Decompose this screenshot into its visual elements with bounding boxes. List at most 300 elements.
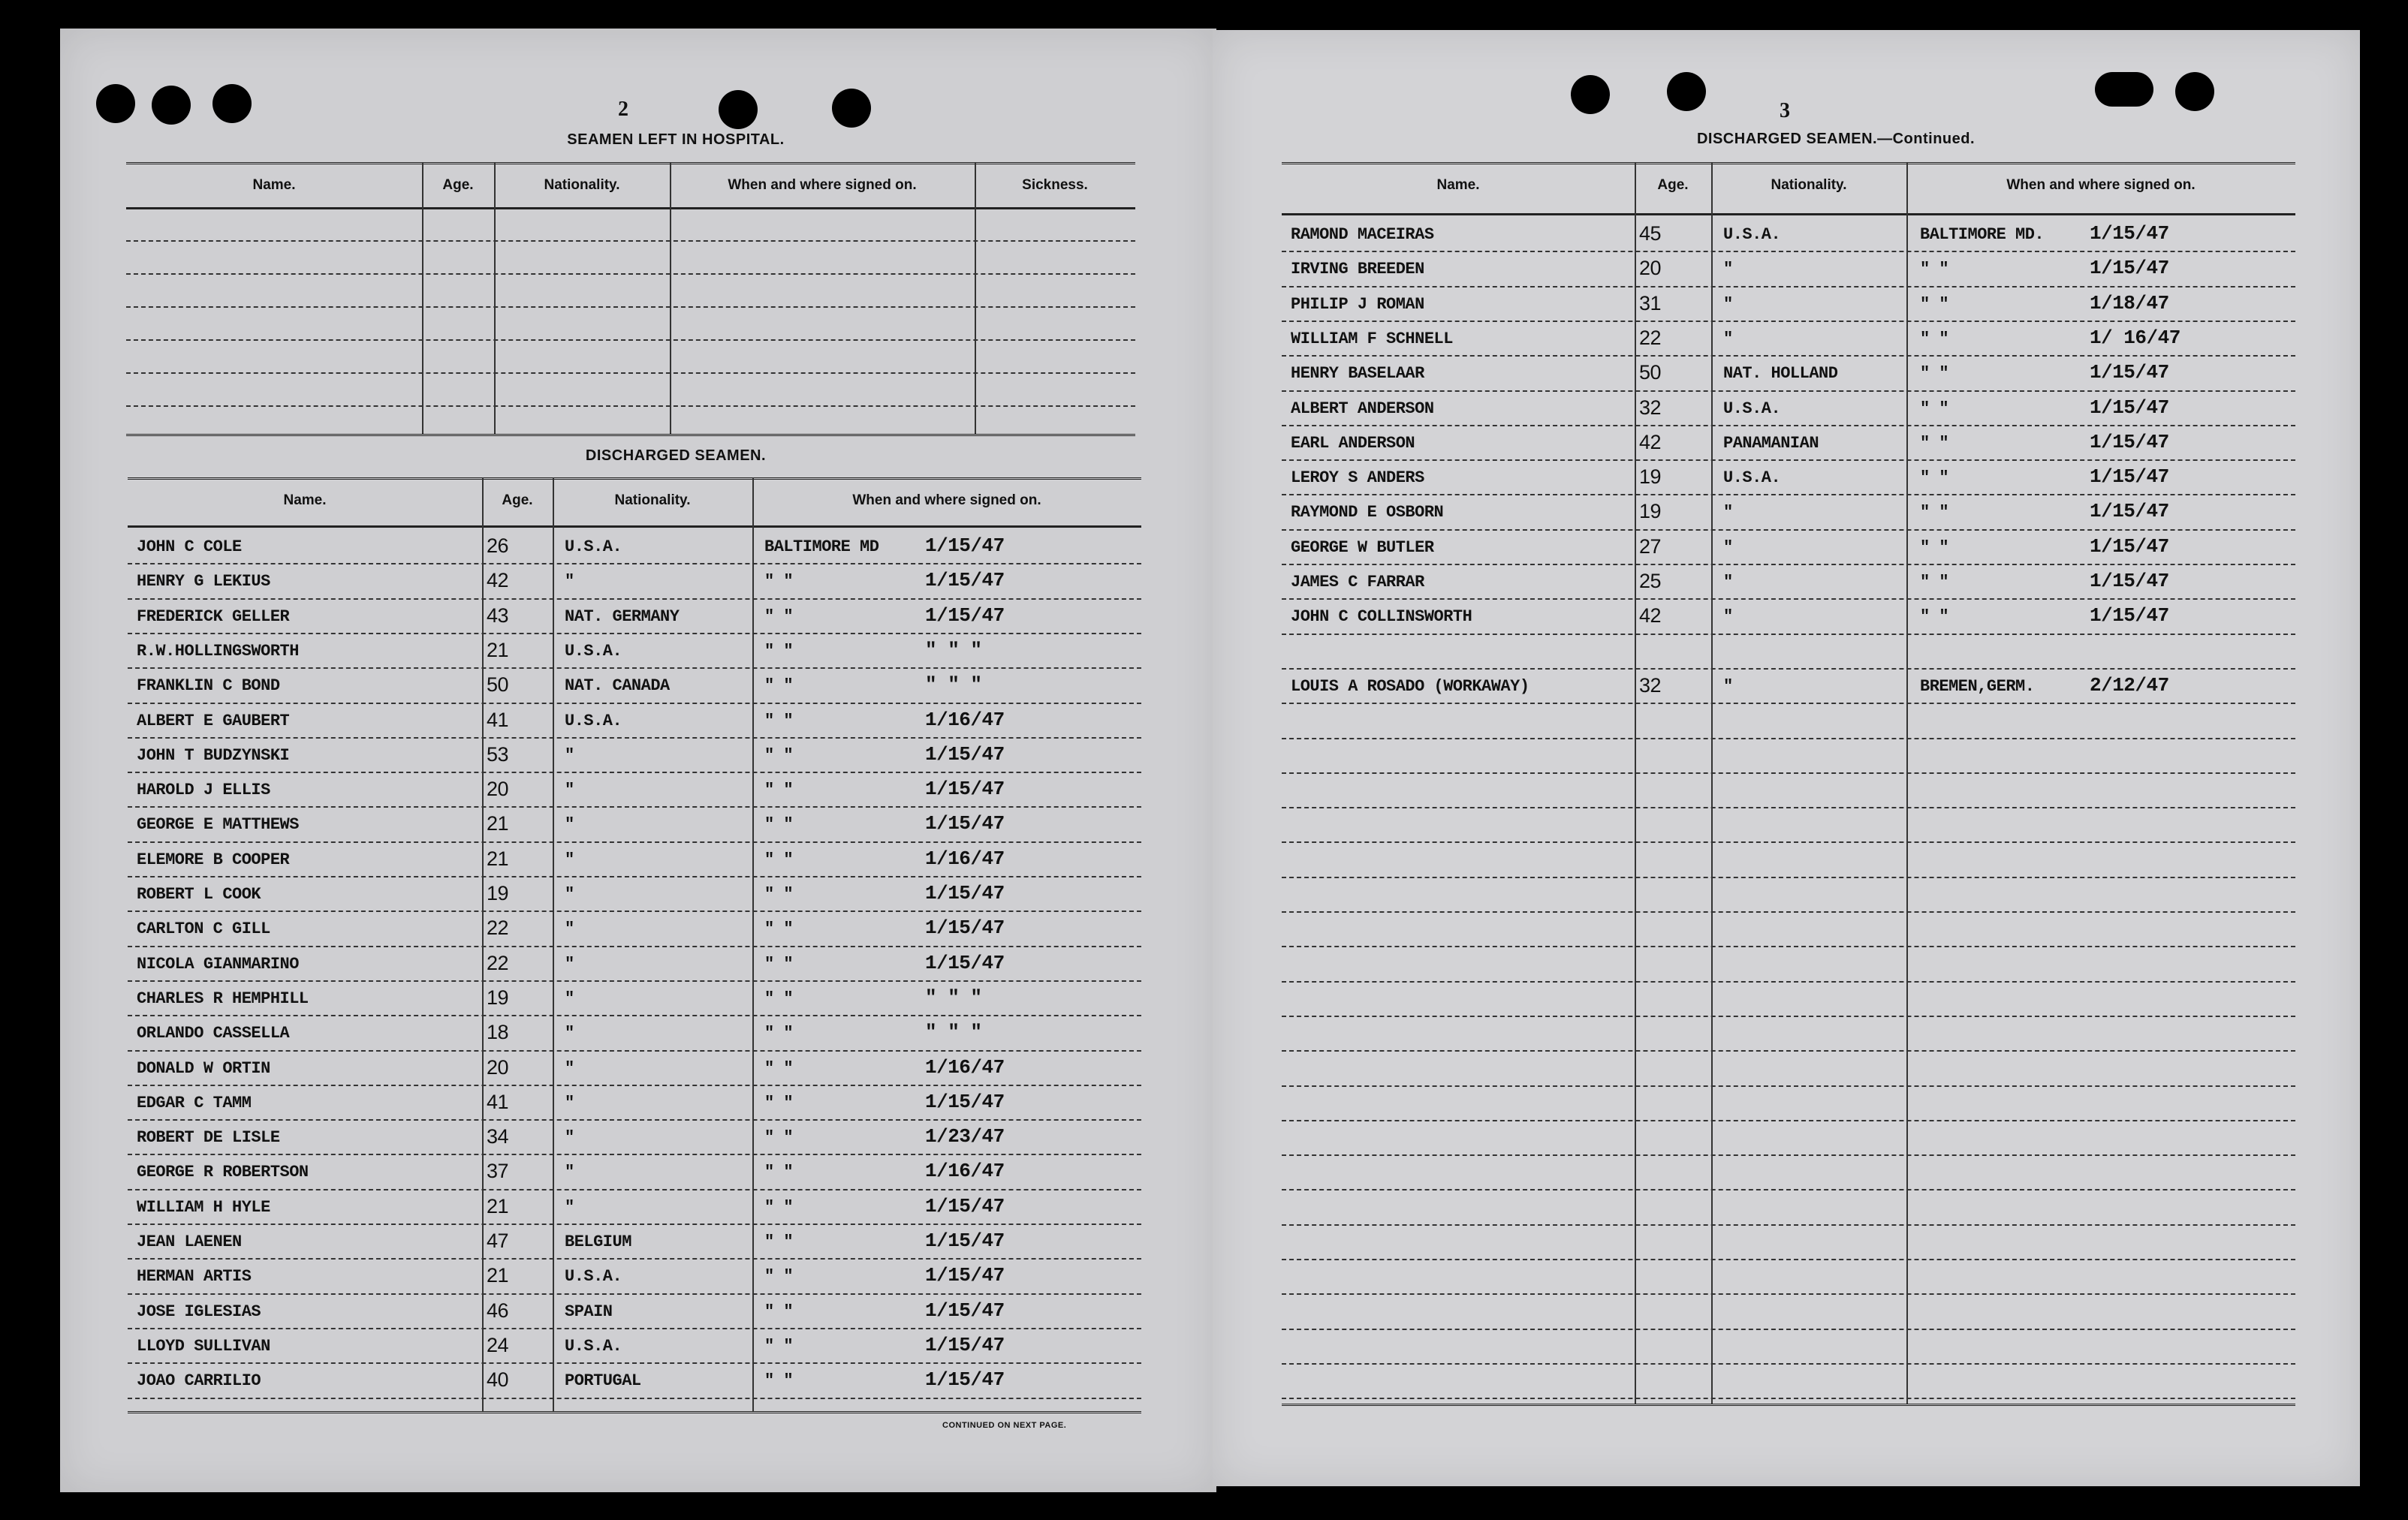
seaman-age: 43: [487, 603, 509, 627]
row-dots: [128, 703, 1141, 704]
row-dots: [1282, 1085, 2295, 1087]
row-dots: [128, 1085, 1141, 1086]
row-dots: [128, 1258, 1141, 1260]
seaman-age: 40: [487, 1368, 509, 1392]
seaman-age: 26: [487, 534, 509, 557]
seaman-age: 21: [487, 1264, 509, 1287]
seaman-name: JOHN C COLE: [137, 537, 242, 556]
table-top-rule: [1282, 162, 2295, 167]
signed-on-place: " ": [764, 781, 794, 800]
seaman-age: 41: [487, 1090, 509, 1113]
signed-on-date: 1/15/47: [925, 603, 1005, 627]
seaman-nationality: ": [565, 815, 574, 835]
signed-on-place: " ": [764, 1058, 794, 1078]
signed-on-date: 1/15/47: [925, 951, 1005, 974]
seaman-nationality: ": [565, 1058, 574, 1078]
column-divider: [494, 162, 496, 434]
binder-hole: [2175, 72, 2214, 111]
signed-on-place: " ": [1920, 399, 1949, 418]
signed-on-place: " ": [764, 606, 794, 626]
seaman-name: JOSE IGLESIAS: [137, 1302, 261, 1321]
row-dots: [1282, 911, 2295, 913]
row-dots: [128, 737, 1141, 739]
seaman-nationality: NAT. GERMANY: [565, 606, 680, 626]
column-header: Age.: [502, 492, 533, 508]
seaman-name: R.W.HOLLINGSWORTH: [137, 641, 299, 661]
seaman-age: 22: [487, 951, 509, 974]
seaman-age: 27: [1639, 534, 1662, 558]
signed-on-date: 1/15/47: [925, 917, 1005, 940]
seaman-age: 21: [487, 638, 509, 661]
seaman-name: JEAN LAENEN: [137, 1233, 242, 1251]
row-dots: [1282, 1016, 2295, 1017]
column-header: When and where signed on.: [728, 177, 917, 193]
binder-hole: [152, 86, 191, 125]
signed-on-date: 1/15/47: [925, 812, 1005, 835]
signed-on-date: 1/15/47: [925, 1090, 1005, 1113]
seaman-age: 21: [487, 1194, 509, 1218]
seaman-nationality: ": [1723, 503, 1733, 522]
row-dots: [128, 1119, 1141, 1121]
row-dots: [128, 772, 1141, 773]
seaman-nationality: U.S.A.: [565, 641, 622, 661]
signed-on-date: 1/15/47: [925, 1230, 1005, 1252]
seaman-name: ELEMORE B COOPER: [137, 850, 290, 869]
seaman-name: WILLIAM H HYLE: [137, 1197, 270, 1217]
row-dots: [128, 1050, 1141, 1052]
seaman-name: ALBERT E GAUBERT: [137, 711, 290, 730]
header-rule: [128, 525, 1141, 528]
row-dots: [128, 1154, 1141, 1155]
seaman-age: 42: [1639, 604, 1662, 628]
signed-on-place: " ": [1920, 607, 1949, 627]
column-header: Name.: [283, 492, 327, 508]
row-dots: [1282, 1120, 2295, 1121]
signed-on-place: " ": [764, 676, 794, 696]
row-dots: [1282, 459, 2295, 461]
row-dots: [1282, 1398, 2295, 1399]
seaman-name: ALBERT ANDERSON: [1291, 399, 1434, 418]
seaman-nationality: SPAIN: [565, 1302, 613, 1321]
row-dots: [1282, 738, 2295, 739]
column-divider: [975, 162, 976, 434]
seaman-age: 31: [1639, 291, 1662, 315]
seaman-nationality: ": [1723, 329, 1733, 348]
signed-on-date: 1/18/47: [2090, 291, 2169, 315]
column-header: Nationality.: [614, 492, 691, 508]
signed-on-place: " ": [1920, 433, 1949, 453]
seaman-nationality: ": [1723, 294, 1733, 314]
signed-on-date: 1/15/47: [2090, 396, 2169, 419]
signed-on-date: 1/15/47: [925, 1264, 1005, 1287]
seaman-name: CARLTON C GILL: [137, 920, 270, 939]
row-dots: [128, 841, 1141, 843]
seaman-name: EDGAR C TAMM: [137, 1093, 252, 1112]
row-dots: [1282, 981, 2295, 983]
binder-hole: [1667, 72, 1706, 111]
binder-hole: [1571, 75, 1610, 114]
signed-on-date: 1/15/47: [2090, 222, 2169, 245]
row-dots: [126, 372, 1135, 374]
seaman-name: GEORGE E MATTHEWS: [137, 815, 299, 835]
seaman-nationality: PORTUGAL: [565, 1371, 641, 1391]
column-header: Age.: [1657, 177, 1689, 193]
seaman-name: HAROLD J ELLIS: [137, 781, 270, 800]
seaman-name: JOHN C COLLINSWORTH: [1291, 607, 1472, 627]
seaman-nationality: PANAMANIAN: [1723, 433, 1819, 453]
table-bottom-rule: [128, 1411, 1141, 1416]
signed-on-place: " ": [1920, 364, 1949, 384]
signed-on-place: " ": [764, 745, 794, 765]
signed-on-place: " ": [764, 920, 794, 939]
seaman-nationality: NAT. HOLLAND: [1723, 364, 1838, 384]
signed-on-date: " " ": [925, 638, 982, 661]
row-dots: [1282, 1224, 2295, 1226]
binder-hole: [832, 89, 871, 128]
row-dots: [126, 339, 1135, 341]
column-divider: [1711, 162, 1713, 1404]
seaman-nationality: ": [1723, 573, 1733, 591]
signed-on-place: " ": [764, 711, 794, 730]
table-bottom-rule: [1282, 1404, 2295, 1409]
signed-on-place: " ": [1920, 503, 1949, 522]
column-header: Name.: [252, 177, 296, 193]
seaman-age: 34: [487, 1125, 509, 1148]
seaman-nationality: U.S.A.: [1723, 468, 1781, 488]
seaman-age: 41: [487, 708, 509, 731]
seaman-name: JAMES C FARRAR: [1291, 573, 1424, 591]
row-dots: [1282, 772, 2295, 774]
seaman-name: JOAO CARRILIO: [137, 1371, 261, 1391]
seaman-nationality: ": [565, 1163, 574, 1182]
seaman-nationality: ": [565, 1093, 574, 1112]
seaman-name: EARL ANDERSON: [1291, 433, 1415, 453]
signed-on-date: 1/15/47: [2090, 465, 2169, 489]
signed-on-place: " ": [764, 1163, 794, 1182]
seaman-nationality: U.S.A.: [565, 537, 622, 556]
seaman-name: ORLANDO CASSELLA: [137, 1024, 290, 1043]
seaman-age: 32: [1639, 673, 1662, 697]
seaman-nationality: ": [1723, 260, 1733, 279]
seaman-name: HENRY G LEKIUS: [137, 572, 270, 591]
signed-on-place: " ": [764, 885, 794, 904]
row-dots: [128, 1398, 1141, 1399]
seaman-name: RAMOND MACEIRAS: [1291, 225, 1434, 244]
seaman-age: 45: [1639, 222, 1662, 245]
header-rule: [126, 207, 1135, 209]
row-dots: [1282, 286, 2295, 287]
seaman-age: 47: [487, 1230, 509, 1252]
seaman-name: PHILIP J ROMAN: [1291, 294, 1424, 314]
seaman-age: 22: [1639, 326, 1662, 349]
seaman-age: 50: [1639, 361, 1662, 384]
signed-on-date: 1/15/47: [925, 778, 1005, 801]
row-dots: [128, 1362, 1141, 1364]
seaman-age: 19: [1639, 500, 1662, 523]
signed-on-place: BALTIMORE MD.: [1920, 225, 2045, 244]
row-dots: [1282, 841, 2295, 843]
column-divider: [1635, 162, 1636, 1404]
signed-on-date: 1/15/47: [2090, 361, 2169, 384]
row-dots: [128, 633, 1141, 634]
seaman-nationality: ": [565, 954, 574, 974]
hospital-heading: SEAMEN LEFT IN HOSPITAL.: [567, 131, 785, 148]
column-header: When and where signed on.: [2006, 177, 2196, 193]
page-number: 2: [618, 98, 628, 121]
seaman-age: 18: [487, 1021, 509, 1044]
row-dots: [1282, 1189, 2295, 1190]
signed-on-place: " ": [764, 954, 794, 974]
column-header: When and where signed on.: [852, 492, 1041, 508]
row-dots: [128, 1293, 1141, 1295]
seaman-age: 20: [487, 1055, 509, 1079]
seaman-nationality: BELGIUM: [565, 1233, 631, 1251]
seaman-age: 19: [487, 882, 509, 904]
signed-on-place: " ": [764, 1197, 794, 1217]
seaman-age: 46: [487, 1299, 509, 1322]
signed-on-place: " ": [764, 1267, 794, 1287]
row-dots: [1282, 634, 2295, 635]
seaman-nationality: ": [565, 989, 574, 1008]
seaman-nationality: ": [565, 885, 574, 904]
binder-hole: [2095, 72, 2153, 107]
signed-on-date: " " ": [925, 673, 982, 697]
seaman-name: LLOYD SULLIVAN: [137, 1336, 270, 1356]
column-divider: [670, 162, 671, 434]
row-dots: [128, 563, 1141, 564]
signed-on-place: " ": [764, 1128, 794, 1148]
column-divider: [752, 477, 754, 1411]
row-dots: [128, 1224, 1141, 1225]
column-header: Nationality.: [544, 177, 620, 193]
seaman-nationality: ": [1723, 537, 1733, 557]
continued-footer: CONTINUED ON NEXT PAGE.: [942, 1421, 1067, 1430]
seaman-nationality: ": [565, 1128, 574, 1148]
seaman-name: JOHN T BUDZYNSKI: [137, 745, 290, 765]
binder-hole: [212, 84, 252, 123]
seaman-name: HERMAN ARTIS: [137, 1267, 252, 1287]
seaman-nationality: NAT. CANADA: [565, 676, 670, 696]
header-rule: [1282, 213, 2295, 215]
signed-on-place: " ": [1920, 537, 1949, 557]
signed-on-place: " ": [1920, 573, 1949, 591]
signed-on-place: " ": [764, 850, 794, 869]
seaman-name: RAYMOND E OSBORN: [1291, 503, 1444, 522]
left-page: [60, 29, 1216, 1492]
seaman-nationality: U.S.A.: [565, 1336, 622, 1356]
signed-on-date: 1/16/47: [925, 1055, 1005, 1079]
seaman-name: CHARLES R HEMPHILL: [137, 989, 309, 1008]
seaman-nationality: ": [565, 1024, 574, 1043]
row-dots: [126, 240, 1135, 242]
discharged-heading: DISCHARGED SEAMEN.: [585, 447, 767, 464]
signed-on-date: " " ": [925, 986, 982, 1009]
row-dots: [1282, 1329, 2295, 1330]
row-dots: [128, 876, 1141, 877]
signed-on-place: " ": [764, 1024, 794, 1043]
row-dots: [1282, 946, 2295, 947]
signed-on-date: 1/15/47: [925, 1194, 1005, 1218]
signed-on-date: 1/15/47: [2090, 570, 2169, 592]
signed-on-date: " " ": [925, 1021, 982, 1044]
signed-on-place: " ": [1920, 329, 1949, 348]
signed-on-place: " ": [764, 1093, 794, 1112]
row-dots: [128, 806, 1141, 808]
row-dots: [128, 598, 1141, 600]
row-dots: [1282, 877, 2295, 878]
signed-on-date: 1/16/47: [925, 708, 1005, 731]
column-divider: [1906, 162, 1908, 1404]
seaman-nationality: ": [1723, 676, 1733, 696]
discharged-continued-heading: DISCHARGED SEAMEN.—Continued.: [1696, 131, 1976, 147]
row-dots: [1282, 1050, 2295, 1052]
signed-on-place: " ": [764, 815, 794, 835]
signed-on-place: BALTIMORE MD: [764, 537, 879, 556]
column-header: Sickness.: [1022, 177, 1088, 193]
column-header: Age.: [442, 177, 474, 193]
row-dots: [1282, 390, 2295, 392]
seaman-age: 19: [487, 986, 509, 1009]
signed-on-place: " ": [764, 1336, 794, 1356]
row-dots: [1282, 807, 2295, 808]
seaman-age: 37: [487, 1160, 509, 1183]
signed-on-place: BREMEN,GERM.: [1920, 676, 2035, 696]
signed-on-place: " ": [764, 572, 794, 591]
seaman-nationality: U.S.A.: [565, 711, 622, 730]
column-divider: [553, 477, 554, 1411]
seaman-name: LEROY S ANDERS: [1291, 468, 1424, 488]
signed-on-date: 1/15/47: [2090, 257, 2169, 280]
seaman-age: 53: [487, 742, 509, 766]
signed-on-place: " ": [1920, 468, 1949, 488]
seaman-nationality: ": [565, 850, 574, 869]
seaman-age: 24: [487, 1333, 509, 1356]
table-top-rule: [128, 477, 1141, 483]
seaman-name: IRVING BREEDEN: [1291, 260, 1424, 279]
seaman-age: 21: [487, 847, 509, 870]
row-dots: [128, 1328, 1141, 1329]
row-dots: [1282, 425, 2295, 426]
row-dots: [126, 405, 1135, 407]
signed-on-date: 1/23/47: [925, 1125, 1005, 1148]
seaman-name: GEORGE R ROBERTSON: [137, 1163, 309, 1182]
signed-on-place: " ": [1920, 260, 1949, 279]
column-divider: [422, 162, 423, 434]
row-dots: [1282, 494, 2295, 495]
seaman-nationality: U.S.A.: [1723, 399, 1781, 418]
seaman-name: ROBERT DE LISLE: [137, 1128, 280, 1148]
signed-on-place: " ": [764, 1302, 794, 1321]
table-top-rule: [126, 162, 1135, 167]
seaman-name: ROBERT L COOK: [137, 885, 261, 904]
row-dots: [1282, 1154, 2295, 1156]
signed-on-date: 1/15/47: [925, 534, 1005, 557]
seaman-age: 25: [1639, 570, 1662, 592]
signed-on-place: " ": [764, 641, 794, 661]
seaman-nationality: ": [565, 1197, 574, 1217]
signed-on-place: " ": [764, 1371, 794, 1391]
seaman-name: FREDERICK GELLER: [137, 606, 290, 626]
right-page: [1213, 30, 2360, 1486]
seaman-nationality: ": [1723, 607, 1733, 627]
row-dots: [128, 910, 1141, 912]
row-dots: [1282, 564, 2295, 565]
row-dots: [126, 273, 1135, 275]
seaman-nationality: U.S.A.: [1723, 225, 1781, 244]
signed-on-date: 1/15/47: [2090, 500, 2169, 523]
row-dots: [1282, 321, 2295, 322]
row-dots: [128, 1189, 1141, 1190]
seaman-nationality: ": [565, 781, 574, 800]
signed-on-date: 1/15/47: [925, 742, 1005, 766]
seaman-age: 22: [487, 917, 509, 940]
row-dots: [1282, 1363, 2295, 1365]
binder-hole: [96, 84, 135, 123]
column-header: Name.: [1436, 177, 1480, 193]
seaman-name: NICOLA GIANMARINO: [137, 954, 299, 974]
row-dots: [1282, 703, 2295, 704]
signed-on-date: 1/15/47: [925, 569, 1005, 592]
signed-on-place: " ": [764, 1233, 794, 1251]
row-dots: [1282, 668, 2295, 670]
seaman-age: 20: [487, 778, 509, 801]
table-bottom-rule: [126, 434, 1135, 439]
seaman-age: 21: [487, 812, 509, 835]
signed-on-date: 1/15/47: [925, 1333, 1005, 1356]
seaman-age: 42: [487, 569, 509, 592]
signed-on-date: 1/ 16/47: [2090, 326, 2180, 349]
signed-on-date: 1/16/47: [925, 1160, 1005, 1183]
seaman-age: 19: [1639, 465, 1662, 489]
row-dots: [1282, 251, 2295, 252]
signed-on-date: 1/15/47: [925, 1368, 1005, 1392]
row-dots: [1282, 1259, 2295, 1260]
row-dots: [126, 306, 1135, 308]
seaman-nationality: ": [565, 745, 574, 765]
signed-on-date: 1/15/47: [925, 882, 1005, 904]
row-dots: [128, 1015, 1141, 1016]
seaman-nationality: U.S.A.: [565, 1267, 622, 1287]
signed-on-date: 1/15/47: [2090, 534, 2169, 558]
column-divider: [482, 477, 484, 1411]
binder-hole: [719, 90, 758, 129]
row-dots: [128, 946, 1141, 947]
signed-on-place: " ": [1920, 294, 1949, 314]
signed-on-date: 1/16/47: [925, 847, 1005, 870]
seaman-age: 42: [1639, 430, 1662, 453]
row-dots: [1282, 598, 2295, 600]
row-dots: [128, 980, 1141, 982]
seaman-name: HENRY BASELAAR: [1291, 364, 1424, 384]
seaman-name: FRANKLIN C BOND: [137, 676, 280, 696]
row-dots: [1282, 529, 2295, 531]
column-header: Nationality.: [1771, 177, 1847, 193]
seaman-name: GEORGE W BUTLER: [1291, 537, 1434, 557]
seaman-nationality: ": [565, 920, 574, 939]
row-dots: [1282, 1293, 2295, 1295]
signed-on-date: 1/15/47: [2090, 430, 2169, 453]
seaman-name: DONALD W ORTIN: [137, 1058, 270, 1078]
signed-on-date: 2/12/47: [2090, 673, 2169, 697]
row-dots: [128, 667, 1141, 669]
seaman-age: 20: [1639, 257, 1662, 280]
signed-on-place: " ": [764, 989, 794, 1008]
page-number: 3: [1780, 99, 1790, 122]
seaman-name: LOUIS A ROSADO (WORKAWAY): [1291, 676, 1529, 696]
seaman-name: WILLIAM F SCHNELL: [1291, 329, 1453, 348]
seaman-age: 50: [487, 673, 509, 697]
signed-on-date: 1/15/47: [2090, 604, 2169, 628]
